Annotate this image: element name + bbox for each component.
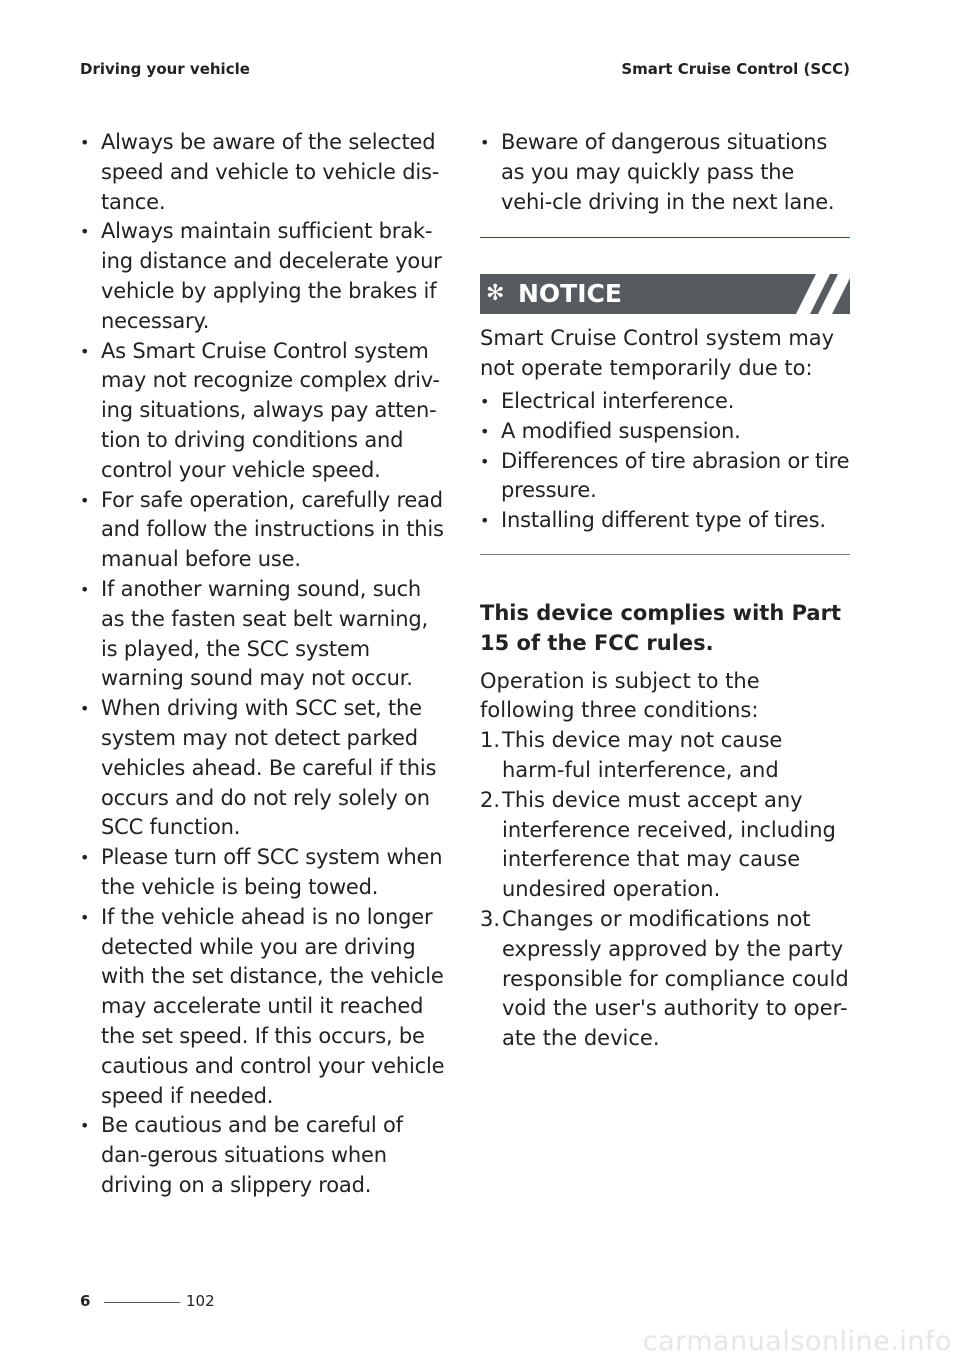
- list-item: [480, 387, 850, 417]
- item-text: This device must accept any interference received, including interference that may cause undesired operation.: [502, 787, 836, 902]
- slash-stripes-icon: [790, 274, 850, 314]
- bullet-icon: •: [80, 1116, 90, 1136]
- page-number: 102: [186, 1292, 215, 1310]
- running-header-topic: Smart Cruise Control (SCC): [621, 60, 850, 78]
- list-item: [80, 903, 450, 1112]
- bullet-icon: •: [80, 907, 90, 927]
- bullet-icon: •: [80, 848, 90, 868]
- list-item-text: Please turn off SCC system when the vehicle is being towed.: [101, 845, 443, 899]
- right-column: [480, 128, 850, 1054]
- list-item-text: Be cautious and be careful of dan-gerous situations when driving on a slippery road.: [101, 1113, 403, 1197]
- bullet-icon: •: [80, 579, 90, 599]
- notice-end-rule: [480, 554, 850, 555]
- footer-rule: [104, 1302, 180, 1303]
- notice-title: NOTICE: [518, 279, 622, 309]
- bullet-icon: •: [480, 511, 490, 531]
- list-item: [480, 128, 850, 217]
- bullet-icon: •: [480, 391, 490, 411]
- numbered-item: [480, 905, 850, 1054]
- item-text: Changes or modifications not expressly approved by the party responsible for compliance could void the user's authority to oper-ate the device.: [502, 906, 849, 1051]
- notice-bullet-list: [480, 387, 850, 536]
- bullet-icon: •: [80, 341, 90, 361]
- fcc-intro: Operation is subject to the following three conditions:: [480, 668, 760, 723]
- item-text: This device may not cause harm-ful interference, and: [502, 728, 783, 782]
- left-column: [80, 128, 450, 1201]
- list-item: [480, 447, 850, 507]
- list-item-text: Electrical interference.: [501, 388, 735, 413]
- list-item-text: If the vehicle ahead is no longer detected while you are driving with the set distance, the vehicle may accelerate until it reached the set speed. If this occurs, be cautious and control your vehicle speed if needed.: [101, 904, 445, 1108]
- list-item-text: A modified suspension.: [501, 418, 741, 443]
- bullet-icon: •: [80, 490, 90, 510]
- list-item-text: For safe operation, carefully read and follow the instructions in this manual before use.: [101, 487, 444, 572]
- list-item: [80, 128, 450, 217]
- item-number: 2.: [480, 787, 501, 812]
- bullet-icon: •: [480, 421, 490, 441]
- caution-bullet-list: [80, 128, 450, 1201]
- item-number: 3.: [480, 906, 501, 931]
- asterisk-icon: ✻: [486, 281, 505, 307]
- list-item-text: As Smart Cruise Control system may not recognize complex driv-ing situations, always pay atten-tion to driving conditions and control your vehicle speed.: [101, 338, 440, 482]
- list-item-text: Differences of tire abrasion or tire pressure.: [501, 448, 850, 503]
- fcc-heading: This device complies with Part 15 of the FCC rules.: [480, 600, 841, 655]
- bullet-icon: •: [80, 222, 90, 242]
- numbered-item: [480, 726, 850, 786]
- list-item: [80, 575, 450, 694]
- watermark: carmanualsonline.info: [642, 1326, 952, 1357]
- caution-bullet-list-continued: [480, 128, 850, 217]
- list-item-text: Beware of dangerous situations as you may quickly pass the vehi-cle driving in the next lane.: [501, 130, 835, 214]
- running-header-section: Driving your vehicle: [80, 60, 250, 78]
- list-item: [80, 217, 450, 336]
- bullet-icon: •: [480, 451, 490, 471]
- item-number: 1.: [480, 728, 501, 753]
- list-item: [480, 506, 850, 536]
- list-item: [480, 417, 850, 447]
- bullet-icon: •: [80, 699, 90, 719]
- numbered-item: [480, 786, 850, 905]
- list-item-text: Always maintain sufficient brak-ing distance and decelerate your vehicle by applying the brakes if necessary.: [101, 219, 442, 333]
- notice-intro: Smart Cruise Control system may not operate temporarily due to:: [480, 326, 835, 381]
- list-item-text: Installing different type of tires.: [501, 508, 826, 533]
- list-item: [80, 337, 450, 486]
- list-item: [80, 1111, 450, 1200]
- chapter-number: 6: [80, 1292, 91, 1310]
- fcc-conditions-list: [480, 726, 850, 1054]
- list-item-text: Always be aware of the selected speed and vehicle to vehicle dis-tance.: [101, 130, 440, 214]
- notice-banner: [480, 274, 850, 314]
- list-item: [80, 843, 450, 903]
- bullet-icon: •: [480, 133, 490, 152]
- list-item-text: When driving with SCC set, the system may not detect parked vehicles ahead. Be careful if this occurs and do not rely solely on SCC function.: [101, 696, 437, 840]
- bullet-icon: •: [80, 133, 90, 152]
- list-item: [80, 694, 450, 843]
- list-item-text: If another warning sound, such as the fasten seat belt warning, is played, the SCC system warning sound may not occur.: [101, 576, 428, 691]
- list-item: [80, 486, 450, 575]
- warning-end-rule: [480, 237, 850, 238]
